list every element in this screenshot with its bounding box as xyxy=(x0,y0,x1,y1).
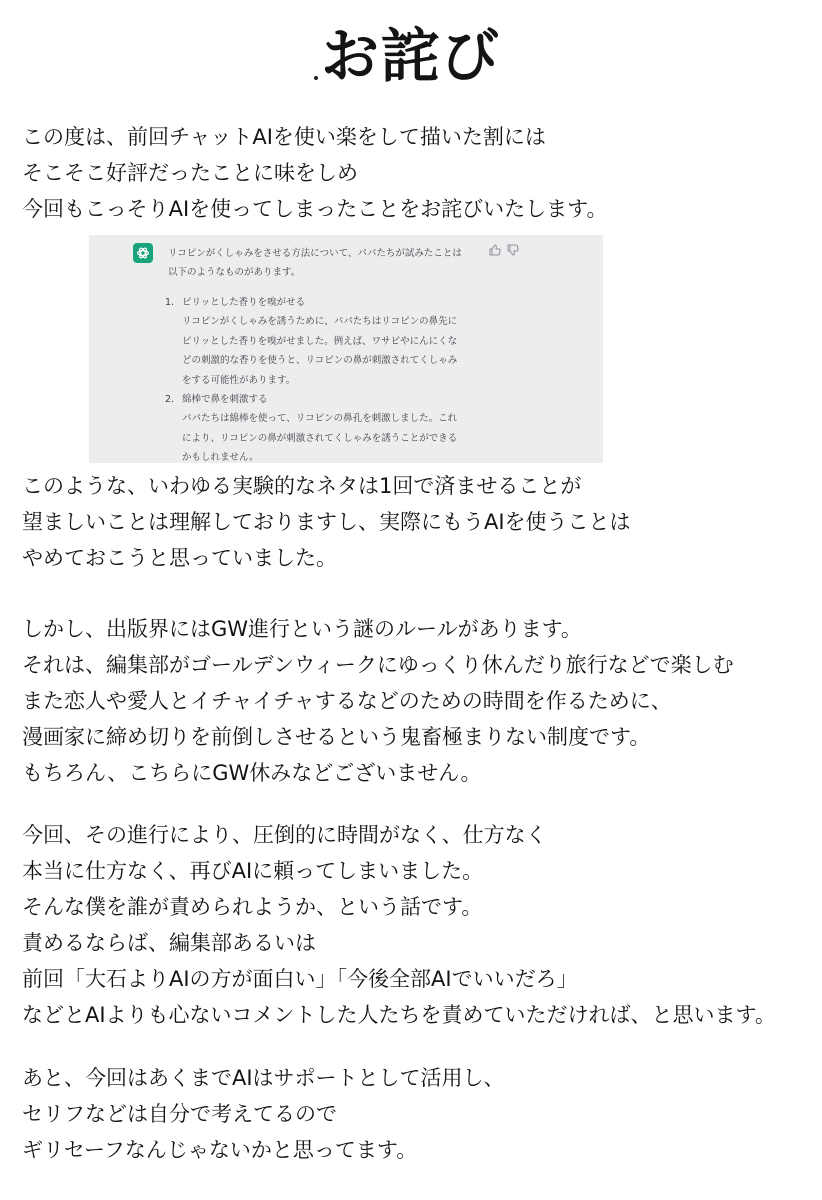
text-line: あと、今回はあくまでAIはサポートとして活用し、 xyxy=(22,1066,505,1090)
text-line: リコピンがくしゃみをさせる方法について、パパたちが試みたことは xyxy=(168,248,462,259)
text-line: このような、いわゆる実験的なネタは1回で済ませることが xyxy=(22,474,582,498)
text-line: そんな僕を誰が責められようか、という話です。 xyxy=(22,895,483,919)
text-line: 漫画家に締め切りを前倒しさせるという鬼畜極まりない制度です。 xyxy=(22,725,651,749)
thumb-down-icon[interactable] xyxy=(507,244,519,259)
chat-screenshot xyxy=(89,235,603,463)
text-line: 責めるならば、編集部あるいは xyxy=(22,931,316,955)
text-line: をする可能性があります。 xyxy=(182,374,296,386)
text-line: 前回「大石よりAIの方が面白い」「今後全部AIでいいだろ」 xyxy=(22,967,578,991)
text-line: リコピンがくしゃみを誘うために、パパたちはリコピンの鼻先に xyxy=(182,316,458,328)
chatgpt-logo-icon xyxy=(133,243,153,263)
text-line: セリフなどは自分で考えてるので xyxy=(22,1102,337,1126)
text-line: この度は、前回チャットAIを使い楽をして描いた割には xyxy=(22,125,546,149)
text-line: により、リコピンの鼻が刺激されてくしゃみを誘うことができる xyxy=(182,432,458,444)
list-item-number: 1. xyxy=(165,297,175,308)
chat-response-list xyxy=(165,293,457,468)
text-line: 以下のようなものがあります。 xyxy=(168,267,301,278)
text-line: などとAIよりも心ないコメントした人たちを責めていただければ、と思います。 xyxy=(22,1003,776,1027)
text-line: しかし、出版界にはGW進行という謎のルールがあります。 xyxy=(22,617,582,641)
list-item xyxy=(165,293,457,390)
text-line: 望ましいことは理解しておりますし、実際にもうAIを使うことは xyxy=(22,510,631,534)
paragraph-apology xyxy=(22,119,817,227)
text-line: ギリセーフなんじゃないかと思ってます。 xyxy=(22,1138,418,1162)
paragraph-closing xyxy=(22,1060,817,1168)
list-item-number: 2. xyxy=(165,393,175,405)
text-line: そこそこ好評だったことに味をしめ xyxy=(22,161,358,185)
list-item-heading: ピリッとした香りを嗅がせる xyxy=(182,297,306,308)
text-line: もちろん、こちらにGW休みなどございません。 xyxy=(22,761,482,785)
list-item xyxy=(165,390,457,468)
text-line: やめておこうと思っていました。 xyxy=(22,546,337,570)
text-line: パパたちは綿棒を使って、リコピンの鼻孔を刺激しました。これ xyxy=(182,413,458,425)
text-line: 今回もこっそりAIを使ってしまったことをお詫びいたします。 xyxy=(22,197,608,221)
page-title: お詫び xyxy=(320,22,501,90)
text-line: それは、編集部がゴールデンウィークにゆっくり休んだり旅行などで楽しむ xyxy=(22,653,734,677)
paragraph-experiment xyxy=(22,468,817,576)
text-line: 本当に仕方なく、再びAIに頼ってしまいました。 xyxy=(22,859,484,883)
list-item-heading: 綿棒で鼻を刺激する xyxy=(182,393,268,405)
paragraph-blame xyxy=(22,817,817,1033)
thumb-up-icon[interactable] xyxy=(489,244,501,259)
text-line: ピリッとした香りを嗅がせました。例えば、ワサビやにんにくな xyxy=(182,335,458,347)
text-line: かもしれません。 xyxy=(182,452,259,464)
text-line: どの刺激的な香りを使うと、リコピンの鼻が刺激されてくしゃみ xyxy=(182,355,458,367)
paragraph-gw-schedule xyxy=(22,611,817,791)
text-line: 今回、その進行により、圧倒的に時間がなく、仕方なく xyxy=(22,823,547,847)
text-line: また恋人や愛人とイチャイチャするなどのための時間を作るために、 xyxy=(22,689,672,713)
